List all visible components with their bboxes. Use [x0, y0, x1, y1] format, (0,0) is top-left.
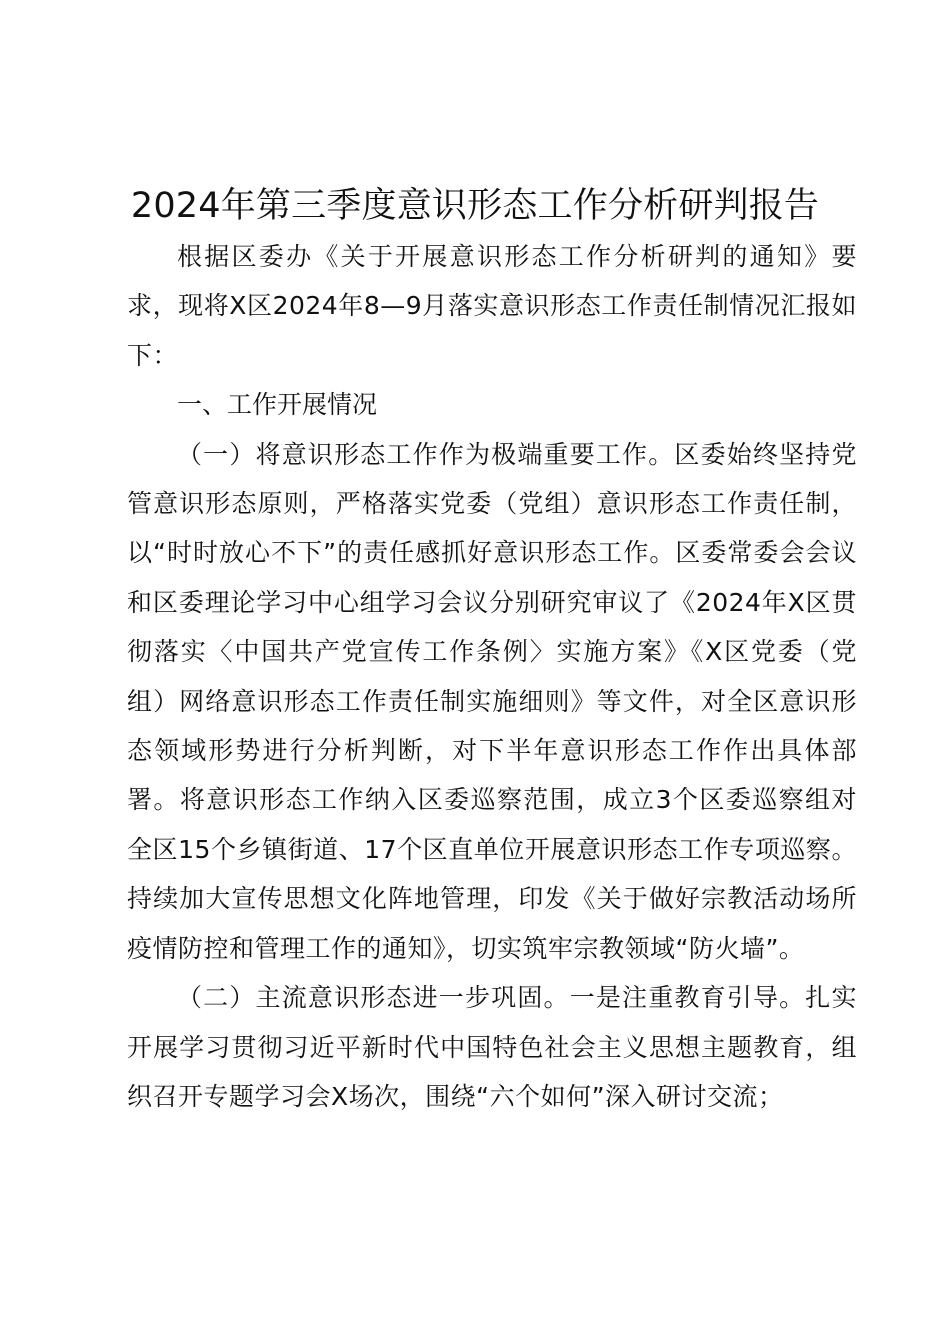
- paragraph-2: （二）主流意识形态进一步巩固。一是注重教育引导。扎实开展学习贯彻习近平新时代中国特色社会主义思想主题教育，组织召开专题学习会X场次，围绕“六个如何”深入研讨交流；: [127, 983, 857, 1111]
- section-heading-1: 一、工作开展情况: [177, 390, 378, 420]
- intro-paragraph: 根据区委办《关于开展意识形态工作分析研判的通知》要求，现将X区2024年8—9月落实意识形态工作责任制情况汇报如下：: [127, 242, 857, 370]
- document-body: [127, 232, 857, 1121]
- paragraph-1: （一）将意识形态工作作为极端重要工作。区委始终坚持党管意识形态原则，严格落实党委（党组）意识形态工作责任制，以“时时放心不下”的责任感抓好意识形态工作。区委常委会会议和区委理论学习中心组学习会议分别研究审议了《2024年X区贯彻落实〈中国共产党宣传工作条例〉实施方案》《X区党委（党组）网络意识形态工作责任制实施细则》等文件，对全区意识形态领域形势进行分析判断，对下半年意识形态工作作出具体部署。将意识形态工作纳入区委巡察范围，成立3个区委巡察组对全区15个乡镇街道、17个区直单位开展意识形态工作专项巡察。持续加大宣传思想文化阵地管理，印发《关于做好宗教活动场所疫情防控和管理工作的通知》，切实筑牢宗教领域“防火墙”。: [127, 439, 857, 963]
- document-title: 2024年第三季度意识形态工作分析研判报告: [130, 186, 820, 226]
